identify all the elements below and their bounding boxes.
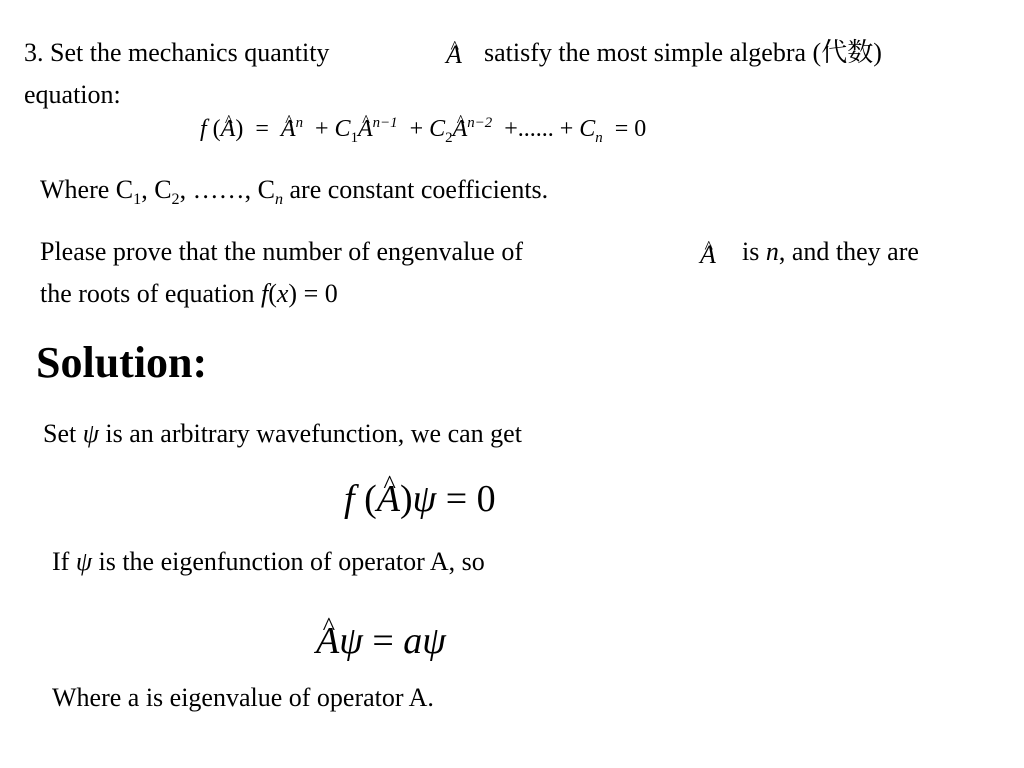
eigenvalue-explanation: Where a is eigenvalue of operator A.	[52, 683, 434, 712]
set-psi-line: Set ψ is an arbitrary wavefunction, we can get	[43, 419, 522, 448]
prove-line-1: Please prove that the number of engenvalue of	[40, 237, 523, 266]
problem-line-1	[24, 38, 329, 68]
polynomial-equation: f (^ A) = ^ $A^n$ + $C_1\^{}$ $A^{n-1}$ + $C_2\^{}$ $A^{n-2}$ +...... + $C_n = 0$	[200, 112, 646, 146]
if-psi-line: If ψ is the eigenfunction of operator A, so	[52, 547, 485, 576]
prove-line-2: the roots of equation f(x) = 0	[40, 279, 338, 308]
problem-line-2: equation:	[24, 80, 121, 109]
prove-line-1-continued: is n, and they are	[742, 237, 919, 266]
psi-symbol-2: ψ	[75, 547, 92, 576]
eigenvalue-equation: ^ Aψ = aψ	[316, 618, 446, 664]
operator-a-hat-symbol: ^ A	[446, 40, 462, 70]
psi-symbol: ψ	[82, 419, 99, 448]
solution-heading: Solution:	[36, 338, 208, 387]
problem-intro-text: 3. Set the mechanics quantity	[24, 38, 330, 67]
problem-line-1-continued: satisfy the most simple algebra (代数)	[484, 38, 882, 67]
coefficients-line: Where $C_1$, $C_2$, ……, $C_n$ are constant coefficients.	[40, 175, 549, 209]
operator-a-hat-symbol-2: ^ A	[700, 240, 716, 270]
equation-f-a-psi: f (^ A)ψ = 0	[344, 476, 496, 522]
